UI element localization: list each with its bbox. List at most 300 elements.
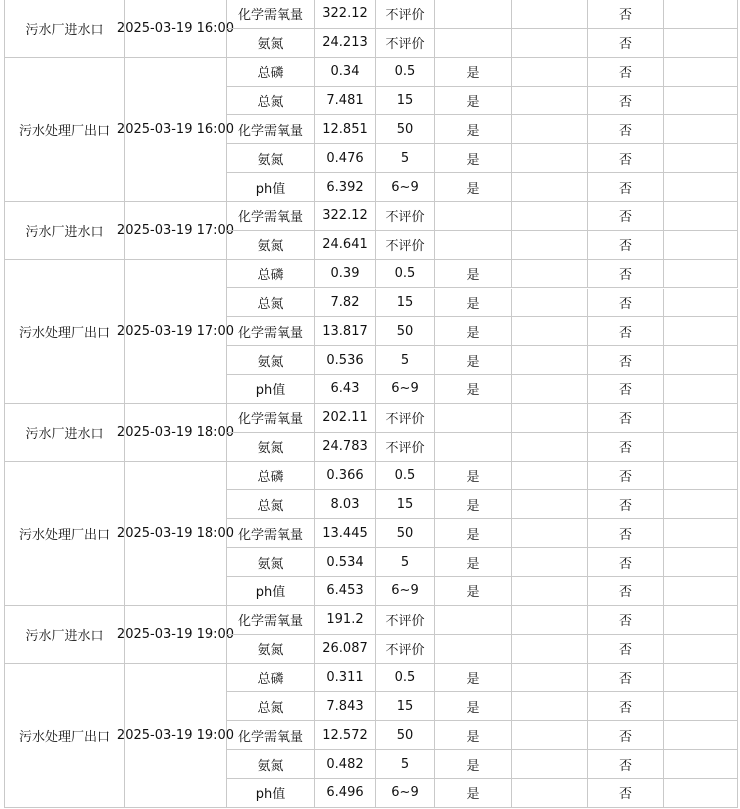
monitor-time-cell xyxy=(116,606,235,664)
exceed-flag-cell xyxy=(588,635,664,664)
parameter-name-cell xyxy=(227,750,315,779)
standard-limit: 0.5 xyxy=(394,669,416,685)
parameter-name: ph值 xyxy=(255,181,286,197)
measured-value-cell xyxy=(315,58,376,87)
compliance-flag: 是 xyxy=(466,94,480,110)
site-name: 污水厂进水口 xyxy=(25,628,104,644)
empty-cell xyxy=(512,462,588,491)
measured-value-cell xyxy=(315,606,376,635)
compliance-flag-cell xyxy=(435,231,512,260)
site-name: 污水处理厂出口 xyxy=(18,325,110,341)
empty-cell xyxy=(512,490,588,519)
exceed-flag: 否 xyxy=(618,498,632,514)
standard-limit: 6~9 xyxy=(391,381,419,397)
standard-limit-cell xyxy=(376,289,435,318)
monitor-time-cell xyxy=(116,404,235,462)
exceed-flag: 否 xyxy=(618,527,632,543)
standard-limit-cell xyxy=(376,202,435,231)
empty-cell xyxy=(512,721,588,750)
standard-limit: 50 xyxy=(396,525,414,541)
standard-limit: 不评价 xyxy=(385,412,425,428)
measured-value-cell xyxy=(315,664,376,693)
empty-cell xyxy=(664,433,738,462)
monitor-time-cell xyxy=(116,260,235,404)
compliance-flag: 是 xyxy=(466,354,480,370)
exceed-flag-cell xyxy=(588,433,664,462)
standard-limit: 不评价 xyxy=(385,37,425,53)
measured-value: 0.534 xyxy=(326,554,364,570)
exceed-flag-cell xyxy=(588,0,664,29)
parameter-name: 总磷 xyxy=(257,470,284,486)
parameter-name: 氨氮 xyxy=(257,152,284,168)
compliance-flag-cell xyxy=(435,635,512,664)
parameter-name-cell xyxy=(227,58,315,87)
measured-value: 26.087 xyxy=(322,641,368,657)
compliance-flag-cell xyxy=(435,404,512,433)
standard-limit-cell xyxy=(376,58,435,87)
measured-value-cell xyxy=(315,260,376,289)
standard-limit-cell xyxy=(376,577,435,606)
measured-value: 0.536 xyxy=(326,352,364,368)
exceed-flag-cell xyxy=(588,317,664,346)
compliance-flag: 是 xyxy=(466,556,480,572)
standard-limit: 5 xyxy=(400,554,410,570)
empty-cell xyxy=(512,58,588,87)
empty-cell xyxy=(664,577,738,606)
measured-value: 8.03 xyxy=(330,496,360,512)
monitor-time-cell xyxy=(116,58,235,202)
parameter-name: 总磷 xyxy=(257,66,284,82)
standard-limit-cell xyxy=(376,664,435,693)
compliance-flag: 是 xyxy=(466,470,480,486)
standard-limit: 50 xyxy=(396,727,414,743)
standard-limit: 15 xyxy=(396,698,414,714)
parameter-name: ph值 xyxy=(255,383,286,399)
compliance-flag-cell xyxy=(435,490,512,519)
exceed-flag-cell xyxy=(588,606,664,635)
empty-cell xyxy=(664,750,738,779)
empty-cell xyxy=(512,606,588,635)
exceed-flag: 否 xyxy=(618,556,632,572)
empty-cell xyxy=(664,404,738,433)
empty-cell xyxy=(664,289,738,318)
empty-cell xyxy=(664,260,738,289)
exceed-flag-cell xyxy=(588,490,664,519)
monitoring-data-table xyxy=(4,0,738,808)
standard-limit: 不评价 xyxy=(385,643,425,659)
exceed-flag-cell xyxy=(588,29,664,58)
site-name: 污水处理厂出口 xyxy=(18,729,110,745)
measured-value-cell xyxy=(315,202,376,231)
exceed-flag: 否 xyxy=(618,787,632,803)
empty-cell xyxy=(664,202,738,231)
empty-cell xyxy=(512,404,588,433)
monitor-time: 2025-03-19 17:00 xyxy=(116,222,235,238)
standard-limit: 不评价 xyxy=(385,441,425,457)
site-name-cell xyxy=(4,404,125,462)
empty-cell xyxy=(512,173,588,202)
measured-value-cell xyxy=(315,346,376,375)
compliance-flag: 是 xyxy=(466,66,480,82)
compliance-flag-cell xyxy=(435,173,512,202)
site-name-cell xyxy=(4,462,125,606)
exceed-flag: 否 xyxy=(618,37,632,53)
monitor-time: 2025-03-19 17:00 xyxy=(116,323,235,339)
empty-cell xyxy=(512,317,588,346)
parameter-name-cell xyxy=(227,115,315,144)
measured-value: 24.641 xyxy=(322,237,368,253)
empty-cell xyxy=(512,692,588,721)
exceed-flag: 否 xyxy=(618,296,632,312)
empty-cell xyxy=(664,375,738,404)
parameter-name: 化学需氧量 xyxy=(237,527,303,543)
empty-cell xyxy=(664,692,738,721)
monitor-time: 2025-03-19 16:00 xyxy=(116,20,235,36)
empty-cell xyxy=(664,721,738,750)
measured-value: 0.366 xyxy=(326,468,364,484)
parameter-name-cell xyxy=(227,404,315,433)
exceed-flag: 否 xyxy=(618,66,632,82)
site-name: 污水厂进水口 xyxy=(25,22,104,38)
measured-value-cell xyxy=(315,173,376,202)
exceed-flag-cell xyxy=(588,750,664,779)
empty-cell xyxy=(512,375,588,404)
standard-limit: 15 xyxy=(396,92,414,108)
parameter-name: 总氮 xyxy=(257,700,284,716)
measured-value-cell xyxy=(315,87,376,116)
site-name: 污水处理厂出口 xyxy=(18,123,110,139)
standard-limit-cell xyxy=(376,462,435,491)
measured-value-cell xyxy=(315,0,376,29)
empty-cell xyxy=(664,462,738,491)
empty-cell xyxy=(512,289,588,318)
compliance-flag: 是 xyxy=(466,527,480,543)
compliance-flag: 是 xyxy=(466,758,480,774)
compliance-flag-cell xyxy=(435,0,512,29)
empty-cell xyxy=(664,606,738,635)
compliance-flag: 是 xyxy=(466,383,480,399)
empty-cell xyxy=(664,231,738,260)
parameter-name: 化学需氧量 xyxy=(237,729,303,745)
measured-value-cell xyxy=(315,433,376,462)
exceed-flag: 否 xyxy=(618,210,632,226)
site-name-cell xyxy=(4,606,125,664)
exceed-flag: 否 xyxy=(618,94,632,110)
parameter-name: 氨氮 xyxy=(257,37,284,53)
measured-value-cell xyxy=(315,462,376,491)
measured-value-cell xyxy=(315,635,376,664)
parameter-name: 氨氮 xyxy=(257,354,284,370)
standard-limit-cell xyxy=(376,115,435,144)
measured-value: 7.82 xyxy=(330,294,360,310)
measured-value-cell xyxy=(315,779,376,808)
measured-value: 0.34 xyxy=(330,64,360,80)
standard-limit: 6~9 xyxy=(391,179,419,195)
parameter-name-cell xyxy=(227,173,315,202)
standard-limit: 0.5 xyxy=(394,468,416,484)
parameter-name-cell xyxy=(227,0,315,29)
compliance-flag-cell xyxy=(435,548,512,577)
parameter-name-cell xyxy=(227,606,315,635)
parameter-name-cell xyxy=(227,635,315,664)
compliance-flag-cell xyxy=(435,317,512,346)
measured-value: 0.482 xyxy=(326,756,364,772)
exceed-flag: 否 xyxy=(618,412,632,428)
exceed-flag: 否 xyxy=(618,671,632,687)
exceed-flag-cell xyxy=(588,664,664,693)
empty-cell xyxy=(664,144,738,173)
compliance-flag: 是 xyxy=(466,325,480,341)
compliance-flag-cell xyxy=(435,144,512,173)
site-name-cell xyxy=(4,260,125,404)
compliance-flag-cell xyxy=(435,750,512,779)
standard-limit-cell xyxy=(376,779,435,808)
empty-cell xyxy=(512,202,588,231)
compliance-flag: 是 xyxy=(466,123,480,139)
compliance-flag-cell xyxy=(435,202,512,231)
exceed-flag-cell xyxy=(588,692,664,721)
exceed-flag: 否 xyxy=(618,383,632,399)
parameter-name-cell xyxy=(227,289,315,318)
measured-value: 12.572 xyxy=(322,727,368,743)
standard-limit: 不评价 xyxy=(385,239,425,255)
monitor-time: 2025-03-19 18:00 xyxy=(116,525,235,541)
measured-value-cell xyxy=(315,289,376,318)
standard-limit: 不评价 xyxy=(385,210,425,226)
empty-cell xyxy=(512,779,588,808)
exceed-flag-cell xyxy=(588,144,664,173)
parameter-name: 化学需氧量 xyxy=(237,8,303,24)
compliance-flag: 是 xyxy=(466,585,480,601)
exceed-flag-cell xyxy=(588,721,664,750)
standard-limit-cell xyxy=(376,490,435,519)
parameter-name-cell xyxy=(227,721,315,750)
parameter-name-cell xyxy=(227,462,315,491)
measured-value: 6.496 xyxy=(326,785,364,801)
compliance-flag-cell xyxy=(435,692,512,721)
exceed-flag-cell xyxy=(588,87,664,116)
measured-value-cell xyxy=(315,404,376,433)
parameter-name: 化学需氧量 xyxy=(237,614,303,630)
exceed-flag: 否 xyxy=(618,123,632,139)
parameter-name-cell xyxy=(227,317,315,346)
compliance-flag: 是 xyxy=(466,181,480,197)
site-name-cell xyxy=(4,202,125,260)
exceed-flag-cell xyxy=(588,58,664,87)
empty-cell xyxy=(664,115,738,144)
compliance-flag-cell xyxy=(435,289,512,318)
empty-cell xyxy=(664,346,738,375)
empty-cell xyxy=(512,346,588,375)
empty-cell xyxy=(664,664,738,693)
measured-value-cell xyxy=(315,144,376,173)
standard-limit-cell xyxy=(376,519,435,548)
exceed-flag: 否 xyxy=(618,441,632,457)
monitor-time: 2025-03-19 16:00 xyxy=(116,121,235,137)
compliance-flag-cell xyxy=(435,58,512,87)
site-name-cell xyxy=(4,0,125,58)
measured-value-cell xyxy=(315,375,376,404)
exceed-flag: 否 xyxy=(618,152,632,168)
parameter-name: 氨氮 xyxy=(257,441,284,457)
standard-limit: 5 xyxy=(400,150,410,166)
parameter-name-cell xyxy=(227,779,315,808)
compliance-flag: 是 xyxy=(466,729,480,745)
compliance-flag-cell xyxy=(435,606,512,635)
exceed-flag-cell xyxy=(588,346,664,375)
standard-limit: 6~9 xyxy=(391,583,419,599)
compliance-flag: 是 xyxy=(466,296,480,312)
exceed-flag-cell xyxy=(588,779,664,808)
compliance-flag-cell xyxy=(435,462,512,491)
compliance-flag-cell xyxy=(435,29,512,58)
standard-limit: 0.5 xyxy=(394,266,416,282)
measured-value-cell xyxy=(315,721,376,750)
exceed-flag: 否 xyxy=(618,8,632,24)
parameter-name: 总磷 xyxy=(257,671,284,687)
measured-value-cell xyxy=(315,692,376,721)
empty-cell xyxy=(512,577,588,606)
empty-cell xyxy=(664,490,738,519)
standard-limit: 15 xyxy=(396,496,414,512)
exceed-flag: 否 xyxy=(618,181,632,197)
measured-value: 0.311 xyxy=(326,669,364,685)
compliance-flag: 是 xyxy=(466,268,480,284)
parameter-name: ph值 xyxy=(255,787,286,803)
standard-limit-cell xyxy=(376,260,435,289)
empty-cell xyxy=(512,87,588,116)
standard-limit: 不评价 xyxy=(385,614,425,630)
parameter-name: 总氮 xyxy=(257,296,284,312)
standard-limit: 5 xyxy=(400,756,410,772)
compliance-flag-cell xyxy=(435,433,512,462)
compliance-flag-cell xyxy=(435,577,512,606)
exceed-flag-cell xyxy=(588,548,664,577)
exceed-flag-cell xyxy=(588,260,664,289)
monitor-time: 2025-03-19 19:00 xyxy=(116,626,235,642)
measured-value: 6.392 xyxy=(326,179,364,195)
standard-limit: 不评价 xyxy=(385,8,425,24)
exceed-flag-cell xyxy=(588,375,664,404)
measured-value-cell xyxy=(315,29,376,58)
parameter-name-cell xyxy=(227,664,315,693)
exceed-flag: 否 xyxy=(618,643,632,659)
standard-limit-cell xyxy=(376,375,435,404)
measured-value-cell xyxy=(315,231,376,260)
exceed-flag-cell xyxy=(588,115,664,144)
measured-value: 12.851 xyxy=(322,121,368,137)
empty-cell xyxy=(664,317,738,346)
parameter-name-cell xyxy=(227,260,315,289)
exceed-flag: 否 xyxy=(618,700,632,716)
parameter-name-cell xyxy=(227,519,315,548)
standard-limit-cell xyxy=(376,317,435,346)
empty-cell xyxy=(512,260,588,289)
parameter-name: 总氮 xyxy=(257,498,284,514)
compliance-flag: 是 xyxy=(466,671,480,687)
compliance-flag-cell xyxy=(435,375,512,404)
empty-cell xyxy=(664,548,738,577)
empty-cell xyxy=(512,0,588,29)
parameter-name-cell xyxy=(227,490,315,519)
exceed-flag: 否 xyxy=(618,354,632,370)
exceed-flag-cell xyxy=(588,519,664,548)
compliance-flag-cell xyxy=(435,779,512,808)
empty-cell xyxy=(664,87,738,116)
standard-limit-cell xyxy=(376,231,435,260)
measured-value: 6.43 xyxy=(330,381,360,397)
parameter-name: 总磷 xyxy=(257,268,284,284)
empty-cell xyxy=(512,519,588,548)
compliance-flag-cell xyxy=(435,260,512,289)
measured-value: 24.783 xyxy=(322,439,368,455)
measured-value-cell xyxy=(315,317,376,346)
standard-limit-cell xyxy=(376,606,435,635)
standard-limit-cell xyxy=(376,29,435,58)
parameter-name: 总氮 xyxy=(257,94,284,110)
site-name: 污水处理厂出口 xyxy=(18,527,110,543)
parameter-name-cell xyxy=(227,144,315,173)
compliance-flag-cell xyxy=(435,519,512,548)
standard-limit: 6~9 xyxy=(391,785,419,801)
exceed-flag-cell xyxy=(588,202,664,231)
standard-limit: 15 xyxy=(396,294,414,310)
standard-limit: 50 xyxy=(396,323,414,339)
exceed-flag-cell xyxy=(588,462,664,491)
compliance-flag-cell xyxy=(435,115,512,144)
measured-value: 7.843 xyxy=(326,698,364,714)
standard-limit: 50 xyxy=(396,121,414,137)
measured-value: 191.2 xyxy=(326,612,364,628)
measured-value-cell xyxy=(315,750,376,779)
parameter-name-cell xyxy=(227,29,315,58)
measured-value: 24.213 xyxy=(322,35,368,51)
compliance-flag: 是 xyxy=(466,498,480,514)
site-name-cell xyxy=(4,58,125,202)
empty-cell xyxy=(512,635,588,664)
compliance-flag-cell xyxy=(435,87,512,116)
standard-limit-cell xyxy=(376,750,435,779)
standard-limit-cell xyxy=(376,692,435,721)
measured-value-cell xyxy=(315,577,376,606)
exceed-flag: 否 xyxy=(618,239,632,255)
empty-cell xyxy=(512,664,588,693)
monitor-time-cell xyxy=(116,202,235,260)
measured-value-cell xyxy=(315,548,376,577)
parameter-name: 氨氮 xyxy=(257,643,284,659)
monitor-time-cell xyxy=(116,462,235,606)
compliance-flag-cell xyxy=(435,664,512,693)
site-name-cell xyxy=(4,664,125,808)
exceed-flag: 否 xyxy=(618,470,632,486)
empty-cell xyxy=(512,29,588,58)
parameter-name: ph值 xyxy=(255,585,286,601)
compliance-flag: 是 xyxy=(466,152,480,168)
empty-cell xyxy=(512,115,588,144)
measured-value: 7.481 xyxy=(326,92,364,108)
standard-limit-cell xyxy=(376,721,435,750)
empty-cell xyxy=(512,144,588,173)
measured-value: 322.12 xyxy=(322,6,368,22)
site-name: 污水厂进水口 xyxy=(25,224,104,240)
measured-value-cell xyxy=(315,519,376,548)
compliance-flag-cell xyxy=(435,721,512,750)
standard-limit-cell xyxy=(376,0,435,29)
measured-value: 202.11 xyxy=(322,410,368,426)
standard-limit-cell xyxy=(376,433,435,462)
measured-value: 13.817 xyxy=(322,323,368,339)
measured-value-cell xyxy=(315,115,376,144)
